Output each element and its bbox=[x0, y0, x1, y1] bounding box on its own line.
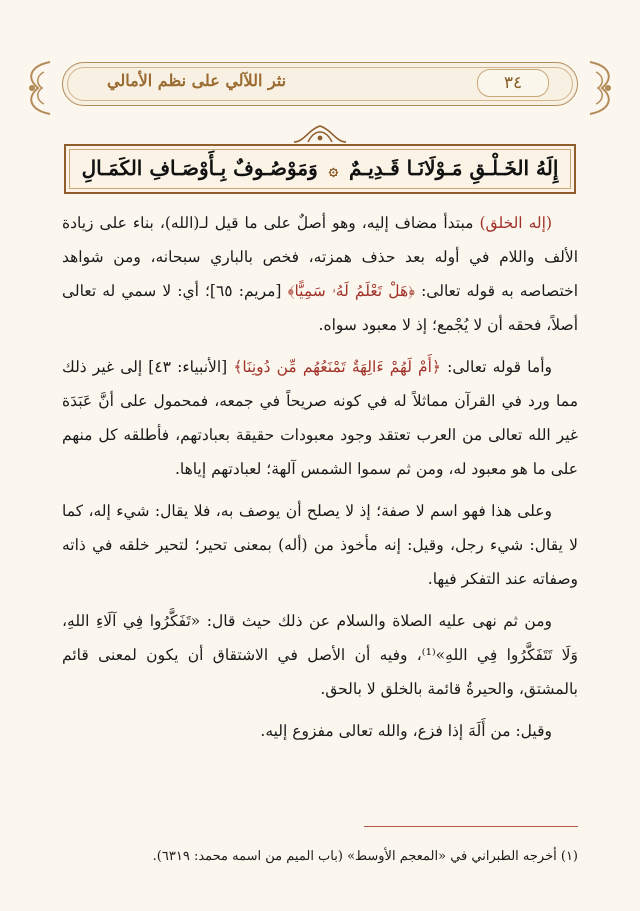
paragraph-1 bbox=[62, 206, 578, 342]
running-header bbox=[62, 62, 578, 106]
verse-separator-icon: ۞ bbox=[328, 160, 339, 179]
paragraph-1-text-a: مبتدأ مضاف إليه، وهو أصلٌ على ما قيل لـ(الله)، بناء على زيادة الألف واللام في أوله بعد حذف همزته، فخص بالباري سبحانه، ومن شواهد اختصاصه به قوله تعالى: bbox=[62, 214, 579, 300]
verse-heading-box bbox=[64, 144, 576, 194]
commentary-body bbox=[62, 206, 578, 756]
footnote-1: (١) أخرجه الطبراني في «المعجم الأوسط» (باب الميم من اسمه محمد: ٦٣١٩). bbox=[152, 849, 578, 864]
paragraph-2-text-a: وأما قوله تعالى: bbox=[441, 358, 552, 376]
heading-ornament bbox=[290, 120, 350, 146]
quran-quote-1: ﴿هَلْ تَعْلَمُ لَهُۥ سَمِيًّا﴾ bbox=[287, 282, 415, 300]
footnote-separator bbox=[364, 826, 578, 827]
verse-right-hemistich: إِلَهُ الخَـلْـقِ مَـوْلَانَـا قَـدِيـمٌ bbox=[349, 156, 559, 180]
paragraph-2 bbox=[62, 350, 578, 486]
corner-ornament-left bbox=[20, 58, 56, 118]
paragraph-4: ومن ثم نهى عليه الصلاة والسلام عن ذلك حيث قال: «تَفَكَّرُوا فِي آلَاءِ اللهِ، وَلَا تَتَفَكَّرُوا فِي اللهِ»⁽¹⁾، وفيه أن الأصل في الاشتقاق أن يكون لمعنى قائم بالمشتق، والحيرةُ قائمة بالخلق لا بالحق. bbox=[62, 612, 578, 698]
paragraph-5: وقيل: من أَلَهَ إذا فزع، والله تعالى مفزوع إليه. bbox=[260, 722, 552, 740]
verse-heading bbox=[66, 146, 574, 192]
page-number: ٣٤ bbox=[477, 69, 549, 97]
quran-quote-2: ﴿أَمْ لَهُمْ ءَالِهَةٌ تَمْنَعُهُم مِّن دُونِنَا﴾ bbox=[233, 358, 442, 376]
book-title: نثر اللآلي على نظم الأمالي bbox=[107, 71, 287, 90]
paragraph-2-text-b: [الأنبياء: ٤٣] إلى غير ذلك مما ورد في القرآن مماثلاً له في كونه صريحاً في جمعه، فمحمول على أنَّ عَبَدَة غير الله تعالى من العرب تعتقد وجود معبودات حقيقة بعبادتهم، فأطلقه كل منهم على ما هو معبود له، ومن ثم سموا الشمس آلهة؛ لعبادتهم إياها. bbox=[62, 358, 578, 478]
headword: (إله الخلق) bbox=[479, 214, 553, 232]
corner-ornament-right bbox=[584, 58, 620, 118]
paragraph-1-text-b: [مريم: ٦٥]؛ أي: لا سمي له تعالى أصلاً، فحقه أن لا يُجْمع؛ إذ لا معبود سواه. bbox=[62, 282, 578, 334]
paragraph-3: وعلى هذا فهو اسم لا صفة؛ إذ لا يصلح أن يوصف به، فلا يقال: شيء إله، كما لا يقال: شيء رجل، وقيل: إنه مأخوذ من (أله) بمعنى تحير؛ لتحير خلقه في ذاته وصفاته عند التفكر فيها. bbox=[62, 502, 578, 588]
verse-left-hemistich: وَمَوْصُـوفٌ بِـأَوْصَـافِ الكَمَـالِ bbox=[81, 156, 318, 180]
